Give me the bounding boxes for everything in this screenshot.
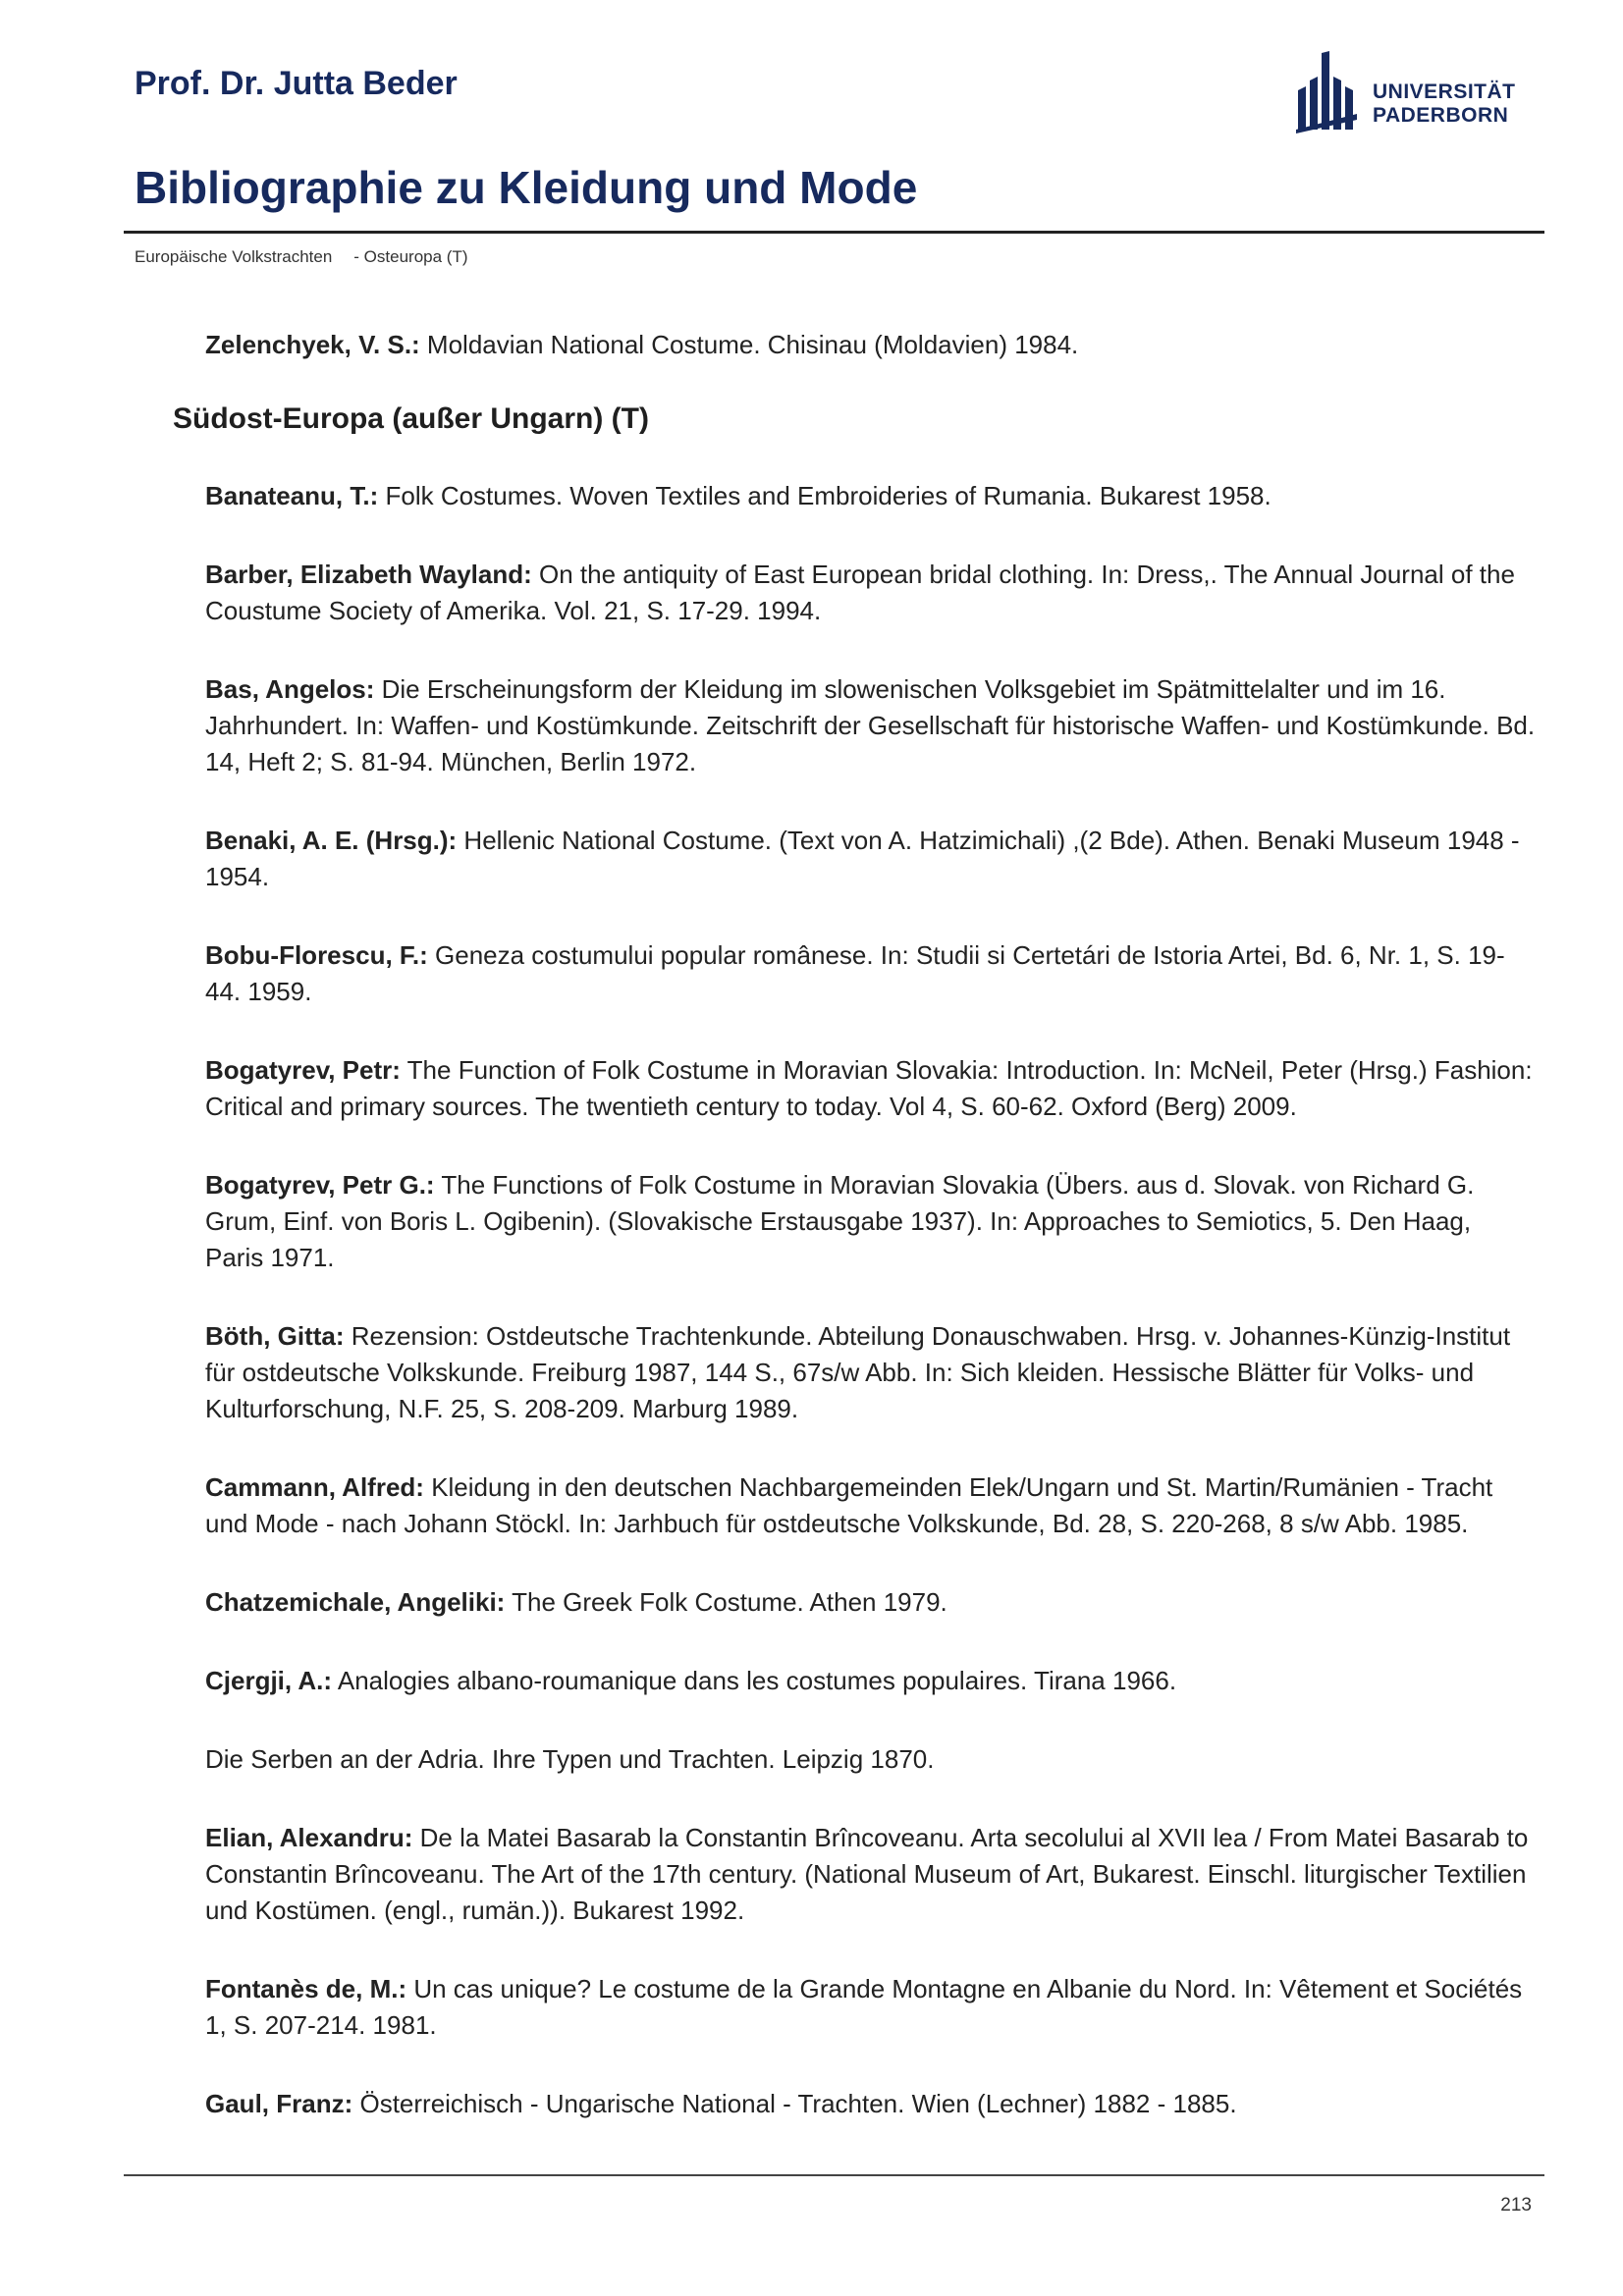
- entry-text: Geneza costumului popular românese. In: Studii si Certetári de Istoria Artei, Bd. 6, Nr. 1, S. 19-44. 1959.: [205, 940, 1505, 1006]
- entry-text: Hellenic National Costume. (Text von A. Hatzimichali) ,(2 Bde). Athen. Benaki Museum 1948 - 1954.: [205, 826, 1520, 891]
- bibliography-entry: [205, 1469, 1536, 1542]
- entry-text: Rezension: Ostdeutsche Trachtenkunde. Abteilung Donauschwaben. Hrsg. v. Johannes-Künzig-Institut für ostdeutsche Volkskunde. Freiburg 1987, 144 S., 67s/w Abb. In: Sich kleiden. Hessische Blätter für Volks- und Kulturforschung, N.F. 25, S. 208-209. Marburg 1989.: [205, 1321, 1511, 1423]
- entry-text: Österreichisch - Ungarische National - Trachten. Wien (Lechner) 1882 - 1885.: [352, 2089, 1237, 2118]
- bibliography-entry: [205, 1971, 1536, 2044]
- entry-text: On the antiquity of East European bridal clothing. In: Dress,. The Annual Journal of the Coustume Society of Amerika. Vol. 21, S. 17-29. 1994.: [205, 560, 1515, 625]
- entry-text: Moldavian National Costume. Chisinau (Moldavien) 1984.: [419, 330, 1079, 359]
- bibliography-entry: [205, 557, 1536, 629]
- bibliography-content: [173, 327, 1536, 2164]
- entry-text: Kleidung in den deutschen Nachbargemeinden Elek/Ungarn und St. Martin/Rumänien - Tracht und Mode - nach Johann Stöckl. In: Jarhbuch für ostdeutsche Volkskunde, Bd. 28, S. 220-268, 8 s/w Abb. 1985.: [205, 1472, 1493, 1538]
- entry-text: The Function of Folk Costume in Moravian Slovakia: Introduction. In: McNeil, Peter (Hrsg.) Fashion: Critical and primary sources. The twentieth century to today. Vol 4, S. 60-62. Oxford (Berg) 2009.: [205, 1055, 1533, 1121]
- header-divider: [124, 231, 1544, 234]
- university-logo: [1296, 51, 1532, 133]
- bibliography-entry: [205, 2086, 1536, 2122]
- entry-author: Barber, Elizabeth Wayland:: [205, 560, 532, 589]
- entry-text: Folk Costumes. Woven Textiles and Embroideries of Rumania. Bukarest 1958.: [378, 481, 1271, 510]
- bibliography-entry: [205, 1820, 1536, 1929]
- breadcrumb-part-1: Europäische Volkstrachten: [135, 247, 333, 266]
- entry-text: Die Erscheinungsform der Kleidung im slowenischen Volksgebiet im Spätmittelalter und im 16. Jahrhundert. In: Waffen- und Kostümkunde. Zeitschrift der Gesellschaft für historische Waffen- und Kostümkunde. Bd. 14, Heft 2; S. 81-94. München, Berlin 1972.: [205, 674, 1536, 776]
- bibliography-entry: [205, 1584, 1536, 1621]
- bibliography-entry: [205, 1663, 1536, 1699]
- entry-author: Bobu-Florescu, F.:: [205, 940, 428, 970]
- bibliography-entry: [205, 1052, 1536, 1125]
- author-name-header: Prof. Dr. Jutta Beder: [135, 65, 458, 102]
- bibliography-entry: [205, 1167, 1536, 1276]
- entry-author: Gaul, Franz:: [205, 2089, 353, 2118]
- entry-author: Böth, Gitta:: [205, 1321, 345, 1351]
- logo-wordmark: [1373, 80, 1516, 128]
- entry-author: Zelenchyek, V. S.:: [205, 330, 420, 359]
- bibliography-entry: [205, 478, 1536, 514]
- entry-author: Bogatyrev, Petr:: [205, 1055, 401, 1085]
- entry-text: The Functions of Folk Costume in Moravian Slovakia (Übers. aus d. Slovak. von Richard G. Grum, Einf. von Boris L. Ogibenin). (Slovakische Erstausgabe 1937). In: Approaches to Semiotics, 5. Den Haag, Paris 1971.: [205, 1170, 1475, 1272]
- entry-text: Die Serben an der Adria. Ihre Typen und Trachten. Leipzig 1870.: [205, 1744, 935, 1774]
- paderborn-university-logo-icon: [1296, 51, 1365, 133]
- entry-author: Cammann, Alfred:: [205, 1472, 424, 1502]
- entry-author: Bas, Angelos:: [205, 674, 375, 704]
- logo-line-1: UNIVERSITÄT: [1373, 80, 1516, 103]
- entry-text: Analogies albano-roumanique dans les costumes populaires. Tirana 1966.: [332, 1666, 1177, 1695]
- breadcrumb-part-2: - Osteuropa (T): [353, 247, 468, 266]
- page-number: 213: [1500, 2195, 1532, 2216]
- footer-divider: [124, 2174, 1544, 2176]
- bibliography-entry: [205, 671, 1536, 780]
- document-title: Bibliographie zu Kleidung und Mode: [135, 162, 918, 213]
- entry-author: Elian, Alexandru:: [205, 1823, 413, 1852]
- entry-author: Bogatyrev, Petr G.:: [205, 1170, 435, 1200]
- bibliography-entry: [205, 1741, 1536, 1778]
- entry-author: Cjergji, A.:: [205, 1666, 333, 1695]
- bibliography-entry: [205, 937, 1536, 1010]
- bibliography-entry: [205, 327, 1536, 363]
- entry-text: De la Matei Basarab la Constantin Brîncoveanu. Arta secolului al XVII lea / From Matei Basarab to Constantin Brîncoveanu. The Art of the 17th century. (National Museum of Art, Bukarest. Einschl. liturgischer Textilien und Kostümen. (engl., rumän.)). Bukarest 1992.: [205, 1823, 1529, 1925]
- entry-author: Banateanu, T.:: [205, 481, 379, 510]
- bibliography-entry: [205, 823, 1536, 895]
- bibliography-entry: [205, 1318, 1536, 1427]
- breadcrumb: [135, 247, 468, 267]
- entry-author: Fontanès de, M.:: [205, 1974, 407, 2003]
- entry-author: Chatzemichale, Angeliki:: [205, 1587, 506, 1617]
- entry-text: Un cas unique? Le costume de la Grande Montagne en Albanie du Nord. In: Vêtement et Sociétés 1, S. 207-214. 1981.: [205, 1974, 1523, 2040]
- logo-line-2: PADERBORN: [1373, 104, 1509, 127]
- entry-text: The Greek Folk Costume. Athen 1979.: [505, 1587, 947, 1617]
- entry-author: Benaki, A. E. (Hrsg.):: [205, 826, 458, 855]
- section-heading: Südost-Europa (außer Ungarn) (T): [173, 402, 649, 435]
